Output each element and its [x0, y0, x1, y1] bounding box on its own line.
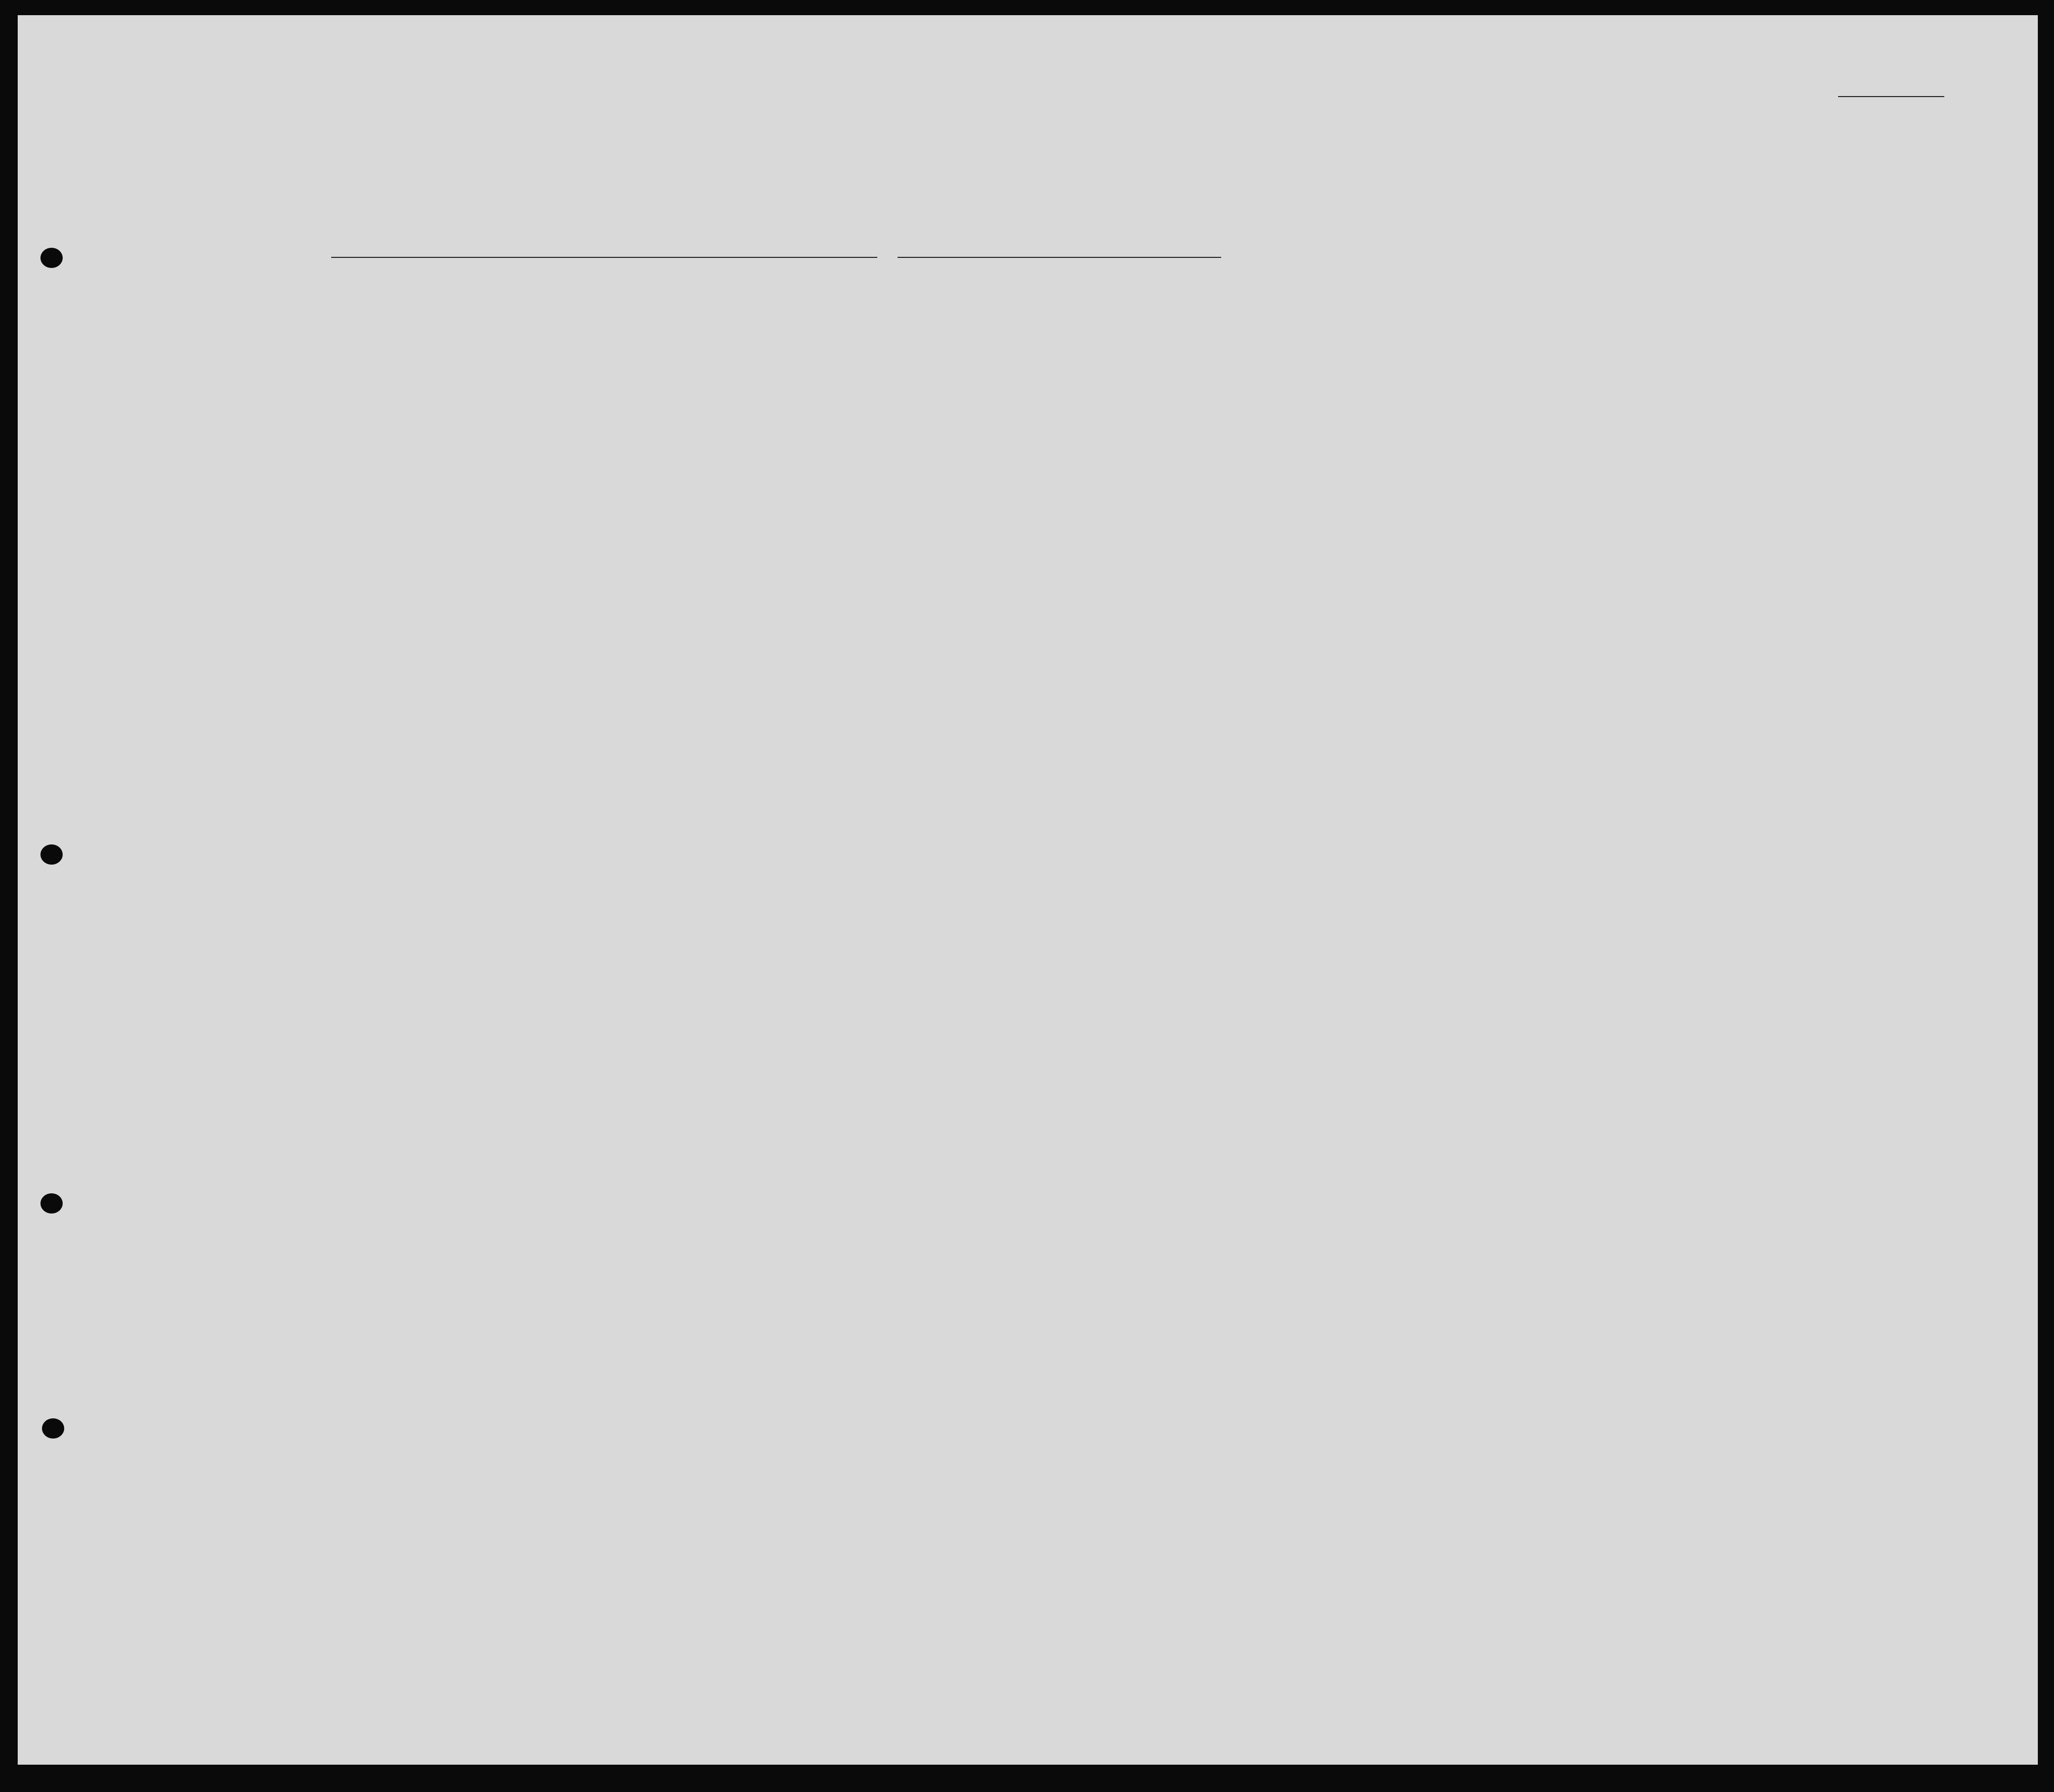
manifest-table [18, 15, 2038, 1765]
manifest-sheet [18, 15, 2038, 1765]
